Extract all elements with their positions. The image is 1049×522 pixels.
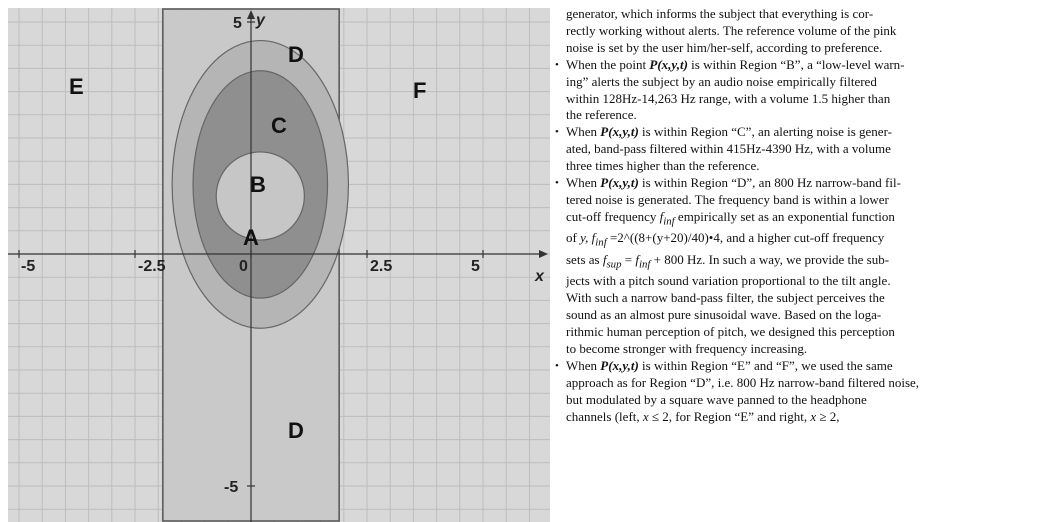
text-line: tered noise is generated. The frequency band is within a lower [566, 191, 889, 207]
math-symbol: f [659, 208, 664, 224]
text-run: ≥ 2, [816, 408, 840, 424]
region-label-d-bottom: D [288, 418, 304, 443]
body-text-column [566, 6, 1042, 426]
point-symbol: P(x,y,t) [600, 175, 639, 191]
text-line: within 128Hz-14,263 Hz range, with a volume 1.5 higher than [566, 90, 891, 106]
text-line: but modulated by a square wave panned to the headphone [566, 391, 867, 407]
math-symbol: x [642, 408, 649, 424]
text-run: = [621, 251, 636, 267]
list-item-region-d [566, 175, 1042, 358]
text-run: cut-off frequency [566, 208, 660, 224]
x-tick-label: 5 [471, 258, 480, 275]
list-item-region-b [566, 57, 1042, 125]
text-run: of [566, 230, 581, 246]
text-line: rithmic human perception of pitch, we designed this perception [566, 324, 895, 340]
y-tick-label: -5 [224, 479, 239, 496]
y-tick-label: 5 [233, 15, 242, 32]
text-run: is within Region “E” and “F”, we used the same [638, 357, 893, 373]
math-symbol: x [810, 408, 817, 424]
region-label-e: E [69, 74, 84, 99]
region-list [566, 57, 1042, 426]
x-tick-label: 2.5 [370, 258, 393, 275]
text-run: When the point [566, 56, 650, 72]
list-item-region-e-f [566, 358, 1042, 426]
text-run: =2^((8+(y+20)/40)•4, and a higher cut-off frequency [606, 230, 885, 246]
text-run: sets as [566, 251, 603, 267]
text-line: rectly working without alerts. The reference volume of the pink [566, 22, 897, 38]
text-run: When [566, 357, 601, 373]
text-run: is within Region “B”, a “low-level warn- [687, 56, 905, 72]
math-subscript: inf [663, 215, 675, 228]
point-symbol: P(x,y,t) [600, 357, 639, 373]
math-symbol: f [602, 251, 607, 267]
text-run: channels (left, [566, 408, 643, 424]
x-tick-label: -5 [21, 258, 36, 275]
math-symbol: f [635, 251, 639, 267]
text-line: With such a narrow band-pass filter, the subject perceives the [566, 290, 885, 306]
text-line: ing” alerts the subject by an audio noise empirically filtered [566, 73, 877, 89]
region-label-b: B [250, 172, 266, 197]
text-line: ated, band-pass filtered within 415Hz-4390 Hz, with a volume [566, 141, 891, 157]
x-axis-label: x [535, 268, 544, 285]
list-item-region-c [566, 124, 1042, 175]
paragraph-continuation [566, 6, 1042, 57]
x-tick-label: -2.5 [138, 258, 166, 275]
region-label-d-top: D [288, 42, 304, 67]
math-symbol: y, f [580, 230, 596, 246]
text-line: jects with a pitch sound variation proportional to the tilt angle. [566, 273, 891, 289]
text-run: is within Region “D”, an 800 Hz narrow-band fil- [638, 175, 901, 191]
x-tick-label: 0 [239, 258, 248, 275]
point-symbol: P(x,y,t) [649, 56, 688, 72]
y-axis-label: y [256, 12, 265, 29]
text-line: three times higher than the reference. [566, 158, 760, 174]
math-subscript: sup [606, 258, 622, 271]
text-run: is within Region “C”, an alerting noise is gener- [638, 124, 892, 140]
math-subscript: inf [638, 258, 651, 271]
math-subscript: inf [595, 236, 607, 249]
text-line: sound as an almost pure sinusoidal wave. Based on the loga- [566, 307, 882, 323]
regions-figure [8, 8, 550, 522]
text-line: the reference. [566, 107, 637, 123]
text-run: + 800 Hz. In such a way, we provide the sub- [650, 251, 890, 267]
text-line: noise is set by the user him/her-self, according to preference. [566, 39, 883, 55]
text-line: generator, which informs the subject that everything is cor- [566, 6, 874, 21]
text-run: When [566, 124, 601, 140]
text-run: ≤ 2, for Region “E” and right, [648, 408, 811, 424]
region-label-c: C [271, 113, 287, 138]
text-run: When [566, 175, 601, 191]
region-label-a: A [243, 225, 259, 250]
text-run: empirically set as an exponential function [674, 208, 895, 224]
region-label-f: F [413, 78, 427, 103]
point-symbol: P(x,y,t) [600, 124, 639, 140]
text-line: to become stronger with frequency increasing. [566, 341, 808, 356]
text-line: approach as for Region “D”, i.e. 800 Hz narrow-band filtered noise, [566, 374, 920, 390]
